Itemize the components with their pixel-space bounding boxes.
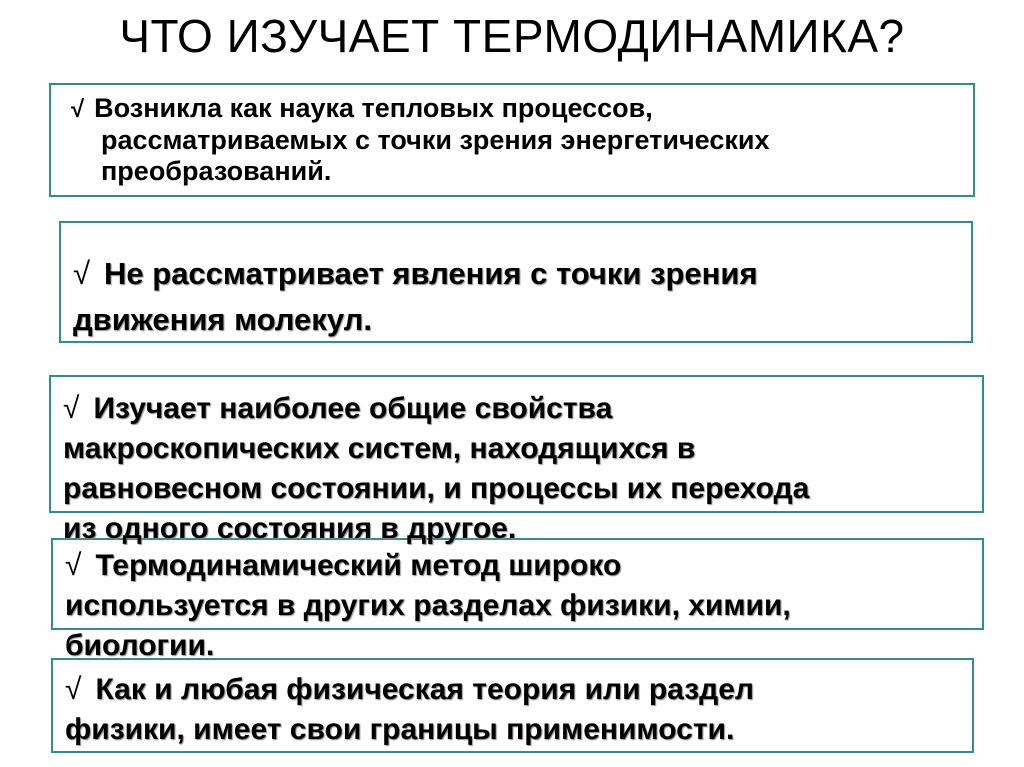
statement-line: равновесном состоянии, и процессы их перехода <box>63 472 810 505</box>
statement-line: физики, имеет свои границы применимости. <box>65 713 735 746</box>
statement-box-limits <box>51 658 974 753</box>
statement-line: из одного состояния в другое. <box>63 512 517 545</box>
statement-text <box>73 251 961 343</box>
statement-line: макроскопических систем, находящихся в <box>63 432 696 465</box>
statement-line: движения молекул. <box>73 302 372 337</box>
statement-line: используется в других разделах физики, химии, <box>65 589 791 622</box>
checkmark-icon: √ <box>65 549 82 582</box>
checkmark-icon: √ <box>73 256 91 291</box>
statement-line: Термодинамический метод широко <box>95 549 622 582</box>
statement-line: Изучает наиболее общие свойства <box>93 392 613 425</box>
checkmark-icon: √ <box>65 673 82 706</box>
statement-text <box>71 93 959 187</box>
statement-text <box>63 389 974 549</box>
checkmark-icon: √ <box>63 392 80 425</box>
statement-box-method <box>51 538 984 662</box>
statement-line: Не рассматривает явления с точки зрения <box>104 256 758 291</box>
statement-line: Возникла как наука тепловых процессов, <box>94 93 653 123</box>
statement-line: Как и любая физическая теория или раздел <box>95 673 754 706</box>
statement-line: рассматриваемых с точки зрения энергетических <box>101 125 770 155</box>
statement-line: преобразований. <box>101 156 332 186</box>
slide-title: ЧТО ИЗУЧАЕТ ТЕРМОДИНАМИКА? <box>119 10 905 62</box>
checkmark-icon: √ <box>71 96 85 123</box>
statement-box-macroscopic <box>49 375 984 545</box>
statement-line: биологии. <box>65 629 215 662</box>
statement-text <box>65 546 974 666</box>
statement-box-molecules <box>59 221 973 343</box>
statement-text <box>65 670 964 750</box>
statement-box-origin <box>49 83 975 197</box>
